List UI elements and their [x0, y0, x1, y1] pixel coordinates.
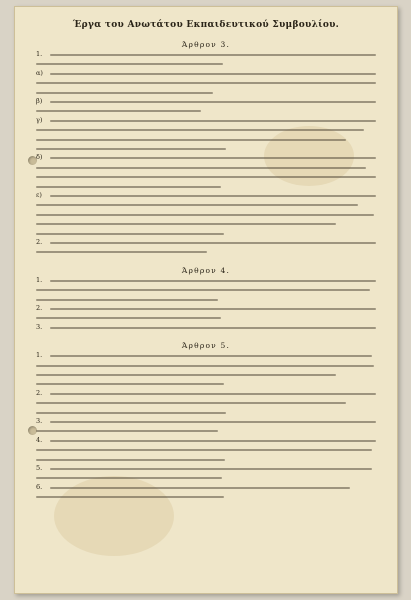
text-line-placeholder — [36, 167, 366, 169]
text-line-placeholder — [50, 242, 376, 244]
text-line-placeholder — [50, 487, 350, 489]
section-heading: Άρθρον 3. — [181, 40, 231, 49]
section-heading: Άρθρον 5. — [181, 341, 231, 351]
text-line-placeholder — [36, 317, 221, 319]
paragraph-number: 1. — [36, 275, 43, 284]
text-line-placeholder — [50, 280, 376, 282]
text-line-placeholder — [50, 355, 372, 357]
text-line-placeholder — [36, 110, 201, 112]
text-line-placeholder — [36, 299, 218, 301]
text-line-placeholder — [36, 383, 224, 385]
document-page — [14, 6, 398, 594]
text-line-placeholder — [36, 374, 336, 376]
text-line-placeholder — [50, 73, 376, 75]
text-line-placeholder — [50, 195, 376, 197]
paragraph-number: 1. — [36, 50, 43, 58]
paragraph-number: 3. — [36, 322, 43, 331]
text-line-placeholder — [36, 204, 358, 206]
text-line-placeholder — [50, 101, 376, 103]
text-line-placeholder — [36, 289, 370, 291]
text-line-placeholder — [50, 54, 376, 56]
text-line-placeholder — [36, 92, 213, 94]
text-line-placeholder — [36, 148, 226, 150]
document-title: Έργα του Ανωτάτου Εκπαιδευτικού Συμβουλίου. — [72, 20, 340, 30]
paragraph-number: γ) — [36, 115, 43, 124]
text-line-placeholder — [36, 365, 374, 367]
text-line-placeholder — [36, 176, 376, 178]
paragraph-number: 6. — [36, 482, 43, 491]
paragraph-number: 3. — [36, 417, 43, 425]
text-line-placeholder — [50, 421, 376, 423]
text-line-placeholder — [50, 440, 376, 442]
text-line-placeholder — [36, 186, 221, 188]
text-line-placeholder — [36, 233, 224, 235]
paragraph-number: δ) — [36, 153, 43, 162]
text-line-placeholder — [50, 468, 372, 470]
text-line-placeholder — [36, 63, 223, 65]
paragraph-number: 4. — [36, 435, 43, 444]
paragraph-number: α) — [36, 68, 43, 77]
text-line-placeholder — [36, 412, 226, 414]
text-line-placeholder — [36, 223, 336, 225]
text-line-placeholder — [36, 459, 225, 461]
paragraph-number: 2. — [36, 304, 43, 312]
text-line-placeholder — [36, 214, 374, 216]
text-line-placeholder — [50, 308, 376, 310]
text-line-placeholder — [36, 251, 207, 253]
paragraph-number: 2. — [36, 238, 43, 246]
text-line-placeholder — [36, 129, 364, 131]
text-line-placeholder — [36, 139, 346, 141]
text-line-placeholder — [50, 393, 376, 395]
section-heading: Άρθρον 4. — [181, 265, 231, 275]
text-line-placeholder — [36, 496, 224, 498]
paragraph-number: ε) — [36, 191, 42, 199]
paragraph-number: 5. — [36, 464, 43, 472]
text-line-placeholder — [36, 430, 218, 432]
text-line-placeholder — [50, 327, 376, 329]
paragraph-number: 1. — [36, 351, 43, 360]
text-line-placeholder — [36, 82, 376, 84]
text-line-placeholder — [50, 120, 376, 122]
paragraph-number: β) — [36, 97, 43, 105]
text-line-placeholder — [36, 402, 346, 404]
text-line-placeholder — [36, 449, 372, 451]
paragraph-number: 2. — [36, 388, 43, 397]
